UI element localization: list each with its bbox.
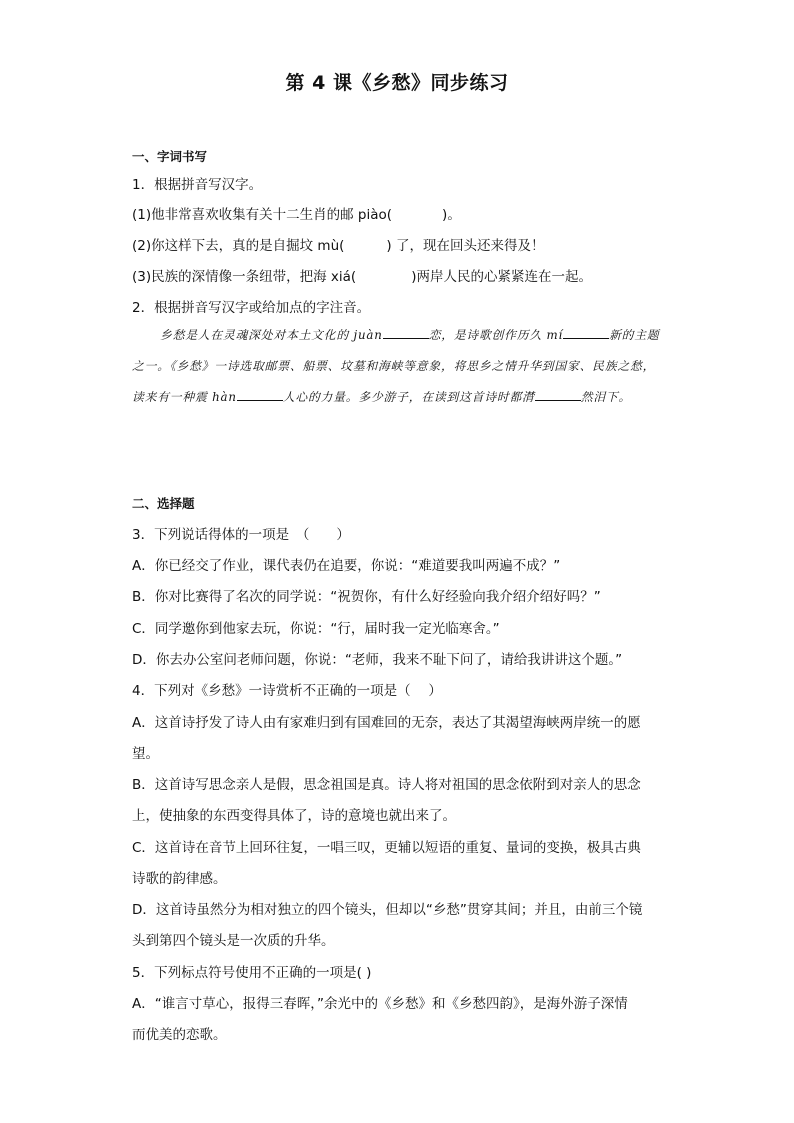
question-4-option-c-line-2: 诗歌的韵律感。: [132, 871, 227, 887]
question-4-option-b-line-2: 上，使抽象的东西变得具体了，诗的意境也就出来了。: [132, 808, 456, 824]
question-1-item-1: (1)他非常喜欢收集有关十二生肖的邮 piào( )。: [132, 207, 461, 223]
question-4-option-d-line-2: 头到第四个镜头是一次质的升华。: [132, 933, 335, 949]
question-3-option-a: A．你已经交了作业，课代表仍在追要，你说：“难道要我叫两遍不成？”: [132, 558, 561, 574]
answer-blank[interactable]: [237, 388, 283, 401]
page-title: 第 4 课《乡愁》同步练习: [285, 72, 509, 94]
question-3-stem: 3．下列说话得体的一项是 （ ）: [132, 527, 350, 543]
question-5-option-a-line-1: A．“谁言寸草心，报得三春晖，”余光中的《乡愁》和《乡愁四韵》，是海外游子深情: [132, 996, 628, 1012]
question-4-option-a-line-2: 望。: [132, 746, 159, 762]
answer-blank[interactable]: [535, 388, 581, 401]
question-5-stem: 5．下列标点符号使用不正确的一项是( ): [132, 965, 372, 981]
section-heading-word-writing: 一、字词书写: [132, 149, 208, 164]
answer-blank[interactable]: [563, 326, 609, 339]
question-5-option-a-line-2: 而优美的恋歌。: [132, 1027, 227, 1043]
question-3-option-c: C．同学邀你到他家去玩，你说：“行，届时我一定光临寒舍。”: [132, 621, 500, 637]
question-2-stem: 2．根据拼音写汉字或给加点的字注音。: [132, 300, 371, 316]
question-4-option-a-line-1: A．这首诗抒发了诗人由有家难归到有国难回的无奈，表达了其渴望海峡两岸统一的愿: [132, 715, 641, 731]
question-3-option-d: D．你去办公室问老师问题，你说：“老师，我来不耻下问了，请给我讲讲这个题。”: [132, 652, 623, 668]
question-3-option-b: B．你对比赛得了名次的同学说：“祝贺你，有什么好经验向我介绍介绍好吗？”: [132, 589, 601, 605]
question-2-passage: 乡愁是人在灵魂深处对本土文化的 juàn 恋，是诗歌创作历久 mí 新的主题之一。《乡愁》一诗选取邮票、船票、坟墓和海峡等意象，将思乡之情升华到国家、民族之愁，读来有一种震 hàn 人心的力量。多少游子，在读到这首诗时都潸 然泪下。: [132, 328, 660, 404]
question-1-stem: 1．根据拼音写汉字。: [132, 177, 263, 193]
question-4-stem: 4．下列对《乡愁》一诗赏析不正确的一项是（ ）: [132, 683, 442, 699]
question-4-option-c-line-1: C．这首诗在音节上回环往复，一唱三叹，更辅以短语的重复、量词的变换，极具古典: [132, 840, 641, 856]
answer-blank[interactable]: [383, 326, 429, 339]
question-1-item-3: (3)民族的深情像一条纽带，把海 xiá( )两岸人民的心紧紧连在一起。: [132, 269, 592, 285]
section-heading-multiple-choice: 二、选择题: [132, 496, 195, 511]
question-4-option-d-line-1: D．这首诗虽然分为相对独立的四个镜头，但却以“乡愁”贯穿其间；并且，由前三个镜: [132, 902, 643, 918]
question-4-option-b-line-1: B．这首诗写思念亲人是假，思念祖国是真。诗人将对祖国的思念依附到对亲人的思念: [132, 777, 641, 793]
question-1-item-2: (2)你这样下去，真的是自掘坟 mù( ) 了，现在回头还来得及！: [132, 238, 545, 254]
